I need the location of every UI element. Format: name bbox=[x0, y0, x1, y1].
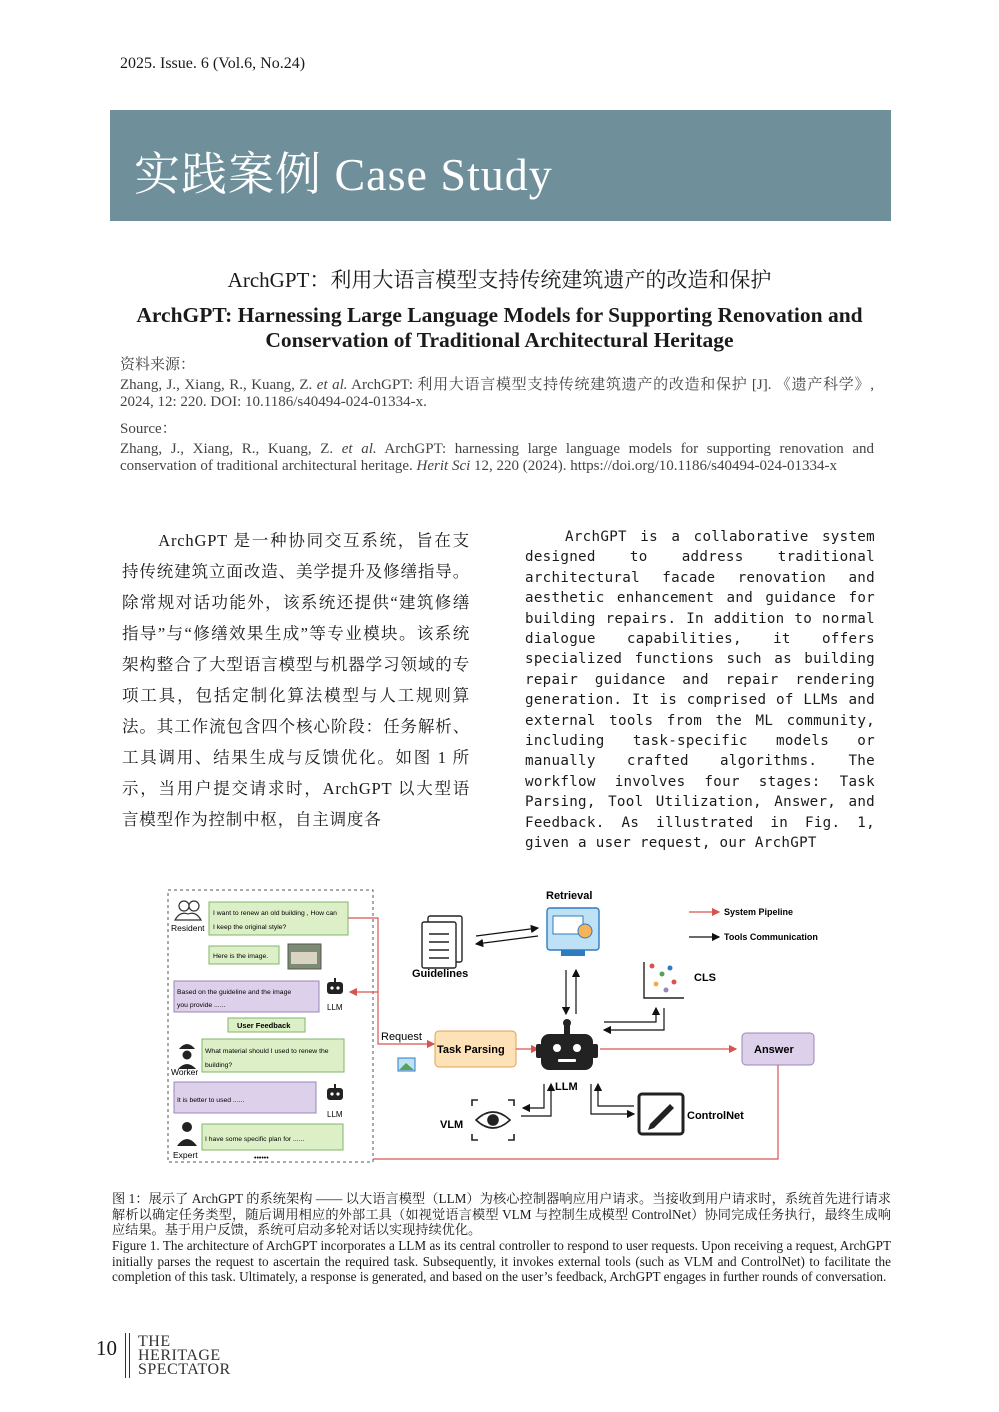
issue-label: 2025. Issue. 6 (Vol.6, No.24) bbox=[120, 55, 306, 72]
legend-tools-communication: Tools Communication bbox=[724, 932, 818, 942]
llm-reply-1-line-2: you provide ...... bbox=[177, 1002, 226, 1009]
article-title-zh: ArchGPT：利用大语言模型支持传统建筑遗产的改造和保护 bbox=[227, 268, 772, 292]
answer-label: Answer bbox=[754, 1044, 794, 1056]
reference-zh: Zhang, J., Xiang, R., Kuang, Z. et al. ArchGPT: 利用大语言模型支持传统建筑遗产的改造和保护 [J]. 《遗产科学》, 2024, 12: 220. DOI: 10.1186/s40494-024-01334-x. bbox=[120, 377, 874, 410]
source-label-en: Source： bbox=[120, 421, 177, 437]
llm-reply-2: It is better to used ...... bbox=[177, 1097, 245, 1104]
llm-robot-icon-2 bbox=[327, 1084, 343, 1100]
expert-label: Expert bbox=[173, 1150, 198, 1160]
llm-robot-icon-1 bbox=[327, 978, 343, 994]
guidelines-label: Guidelines bbox=[412, 968, 469, 980]
msg-1-line-1: I want to renew an old building , How can bbox=[213, 910, 337, 917]
request-image-icon bbox=[398, 1058, 415, 1071]
retrieval-icon bbox=[547, 908, 599, 956]
user-feedback-label: User Feedback bbox=[237, 1021, 291, 1030]
llm-controller-icon bbox=[536, 1019, 598, 1070]
llm-label-1: LLM bbox=[327, 1003, 343, 1012]
body-text-en: ArchGPT is a collaborative system designed to address traditional architectural facade renovation and aesthetic enhancement and guidance for building repairs. In addition to normal dialogue capabilities, it offers specialized functions such as building repair guidance and repair rendering generation. It is comprised of LLMs and external tools from the ML community, including task-specific models or manually crafted algorithms. The workflow involves four stages: Task Parsing, Tool Utilization, Answer, and Feedback. As illustrated in Fig. 1, given a user request, our ArchGPT bbox=[525, 529, 875, 852]
resident-avatar-icon bbox=[175, 901, 201, 920]
vlm-label: VLM bbox=[440, 1119, 464, 1131]
request-label: Request bbox=[381, 1031, 422, 1043]
more-dots: •••••• bbox=[254, 1155, 269, 1162]
expert-avatar-icon bbox=[177, 1122, 197, 1146]
msg-1-line-2: I keep the original style? bbox=[213, 924, 287, 931]
cls-label: CLS bbox=[694, 972, 716, 984]
msg-2: Here is the image. bbox=[213, 953, 269, 960]
source-label-zh: 资料来源： bbox=[120, 357, 196, 373]
section-title: 实践案例 Case Study bbox=[134, 149, 553, 200]
section-banner bbox=[110, 110, 891, 221]
guidelines-icon bbox=[422, 916, 462, 968]
msg-3-line-1: What material should I used to renew the bbox=[205, 1048, 329, 1055]
worker-avatar-icon bbox=[178, 1044, 196, 1069]
legend-system-pipeline: System Pipeline bbox=[724, 907, 794, 917]
architecture-figure bbox=[166, 884, 846, 1164]
llm-label-2: LLM bbox=[327, 1110, 343, 1119]
msg-3-line-2: building? bbox=[205, 1062, 233, 1069]
cls-scatter-icon bbox=[644, 962, 684, 998]
page-number: 10 bbox=[96, 1336, 117, 1360]
msg-4: I have some specific plan for ...... bbox=[205, 1136, 305, 1143]
reference-en: Zhang, J., Xiang, R., Kuang, Z. et al. ArchGPT: harnessing large language models for supporting renovation and conservation of traditional architectural heritage. Herit Sci 12, 220 (2024). https://doi.org/10.1186/s40494-024-01334-x bbox=[120, 441, 874, 474]
controlnet-label: ControlNet bbox=[687, 1110, 744, 1122]
footer-rule bbox=[125, 1333, 130, 1378]
llm-controller-label: LLM bbox=[555, 1081, 578, 1093]
vlm-eye-icon bbox=[472, 1100, 514, 1140]
journal-masthead: THE HERITAGE SPECTATOR bbox=[138, 1333, 231, 1378]
llm-reply-1-line-1: Based on the guideline and the image bbox=[177, 989, 292, 996]
controlnet-icon bbox=[639, 1094, 683, 1134]
resident-label: Resident bbox=[171, 923, 205, 933]
caption-zh: 图 1：展示了 ArchGPT 的系统架构 —— 以大语言模型（LLM）为核心控制器响应用户请求。当接收到用户请求时，系统首先进行请求解析以确定任务类型，随后调用相应的外部工具（如视觉语言模型 VLM 与控制生成模型 ControlNet）协同完成任务执行，最终生成响应结果。基于用户反馈，系统可启动多轮对话以实现持续优化。 bbox=[112, 1191, 891, 1238]
worker-label: Worker bbox=[171, 1067, 199, 1077]
article-title-en: ArchGPT: Harnessing Large Language Models for Supporting Renovation and Conservation of Traditional Architectural Heritage bbox=[136, 303, 863, 352]
caption-en: Figure 1. The architecture of ArchGPT incorporates a LLM as its central controller to respond to user requests. Upon receiving a request, ArchGPT initially parses the request to ascertain the required task. Subsequently, it invokes external tools (such as VLM and ControlNet) to facilitate the completion of this task. Ultimately, a response is generated, and based on the user’s feedback, ArchGPT engages in further rounds of conversation. bbox=[112, 1238, 891, 1285]
retrieval-label: Retrieval bbox=[546, 890, 593, 902]
task-parsing-label: Task Parsing bbox=[437, 1044, 505, 1056]
body-text-zh: ArchGPT 是一种协同交互系统，旨在支持传统建筑立面改造、美学提升及修缮指导。除常规对话功能外，该系统还提供“建筑修缮指导”与“修缮效果生成”等专业模块。该系统架构整合了大型语言模型与机器学习领域的专项工具，包括定制化算法模型与人工规则算法。其工作流包含四个核心阶段：任务解析、工具调用、结果生成与反馈优化。如图 1 所示，当用户提交请求时，ArchGPT 以大型语言模型作为控制中枢，自主调度各 bbox=[122, 531, 470, 829]
